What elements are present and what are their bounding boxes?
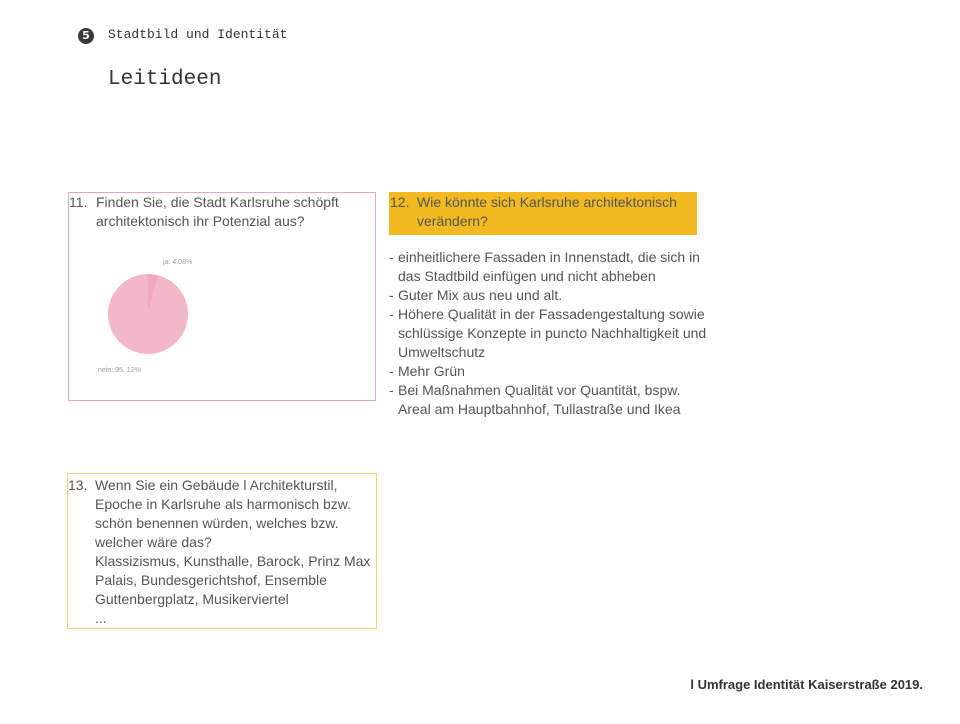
answer-item: - Mehr Grün — [389, 363, 465, 379]
answer-text: Guter Mix aus neu und alt. — [398, 287, 563, 303]
section-heading: Stadtbild und Identität — [108, 27, 288, 42]
answer-item: - Bei Maßnahmen Qualität vor Quantität, bspw. Areal am Hauptbahnhof, Tullastraße und Ikea — [389, 381, 709, 419]
answer-text: Höhere Qualität in der Fassadengestaltung sowie schlüssige Konzepte in puncto Nachhaltigkeit und Umweltschutz — [398, 306, 707, 360]
question-12 — [390, 193, 696, 231]
question-12-text: Wie könnte sich Karlsruhe architektonisch verändern? — [417, 194, 677, 229]
pie-label-nein: nein: 95. 12% — [98, 367, 141, 374]
question-11-text: Finden Sie, die Stadt Karlsruhe schöpft architektonisch ihr Potenzial aus? — [96, 194, 339, 229]
question-13-number: 13. — [68, 477, 88, 493]
answer-item: - Höhere Qualität in der Fassadengestaltung sowie schlüssige Konzepte in puncto Nachhaltigkeit und Umweltschutz — [389, 305, 709, 362]
answer-text: Bei Maßnahmen Qualität vor Quantität, bspw. Areal am Hauptbahnhof, Tullastraße und Ikea — [398, 382, 681, 417]
answer-item: - einheitlichere Fassaden in Innenstadt, die sich in das Stadtbild einfügen und nicht abheben — [389, 248, 709, 286]
question-12-answers — [389, 248, 709, 419]
pie-chart — [100, 266, 196, 362]
question-13-more: ... — [95, 610, 107, 626]
question-13-text: Wenn Sie ein Gebäude l Architekturstil, Epoche in Karlsruhe als harmonisch bzw. schön benennen würden, welches bzw. welcher wäre das? — [95, 477, 352, 550]
page-title: Leitideen — [108, 68, 222, 91]
question-11 — [69, 193, 374, 231]
question-11-number: 11. — [69, 194, 88, 210]
answer-text: einheitlichere Fassaden in Innenstadt, die sich in das Stadtbild einfügen und nicht abheben — [398, 249, 700, 284]
question-13 — [68, 476, 376, 628]
question-13-answer: Klassizismus, Kunsthalle, Barock, Prinz Max Palais, Bundesgerichtshof, Ensemble Guttenbergplatz, Musikerviertel — [95, 553, 371, 607]
footer-caption: l Umfrage Identität Kaiserstraße 2019. — [690, 677, 923, 692]
answer-text: Mehr Grün — [398, 363, 465, 379]
question-12-number: 12. — [390, 194, 410, 210]
section-number-badge: 5 — [78, 28, 94, 44]
pie-label-ja: ja: 4.08% — [163, 259, 193, 266]
answer-item: - Guter Mix aus neu und alt. — [389, 287, 563, 303]
